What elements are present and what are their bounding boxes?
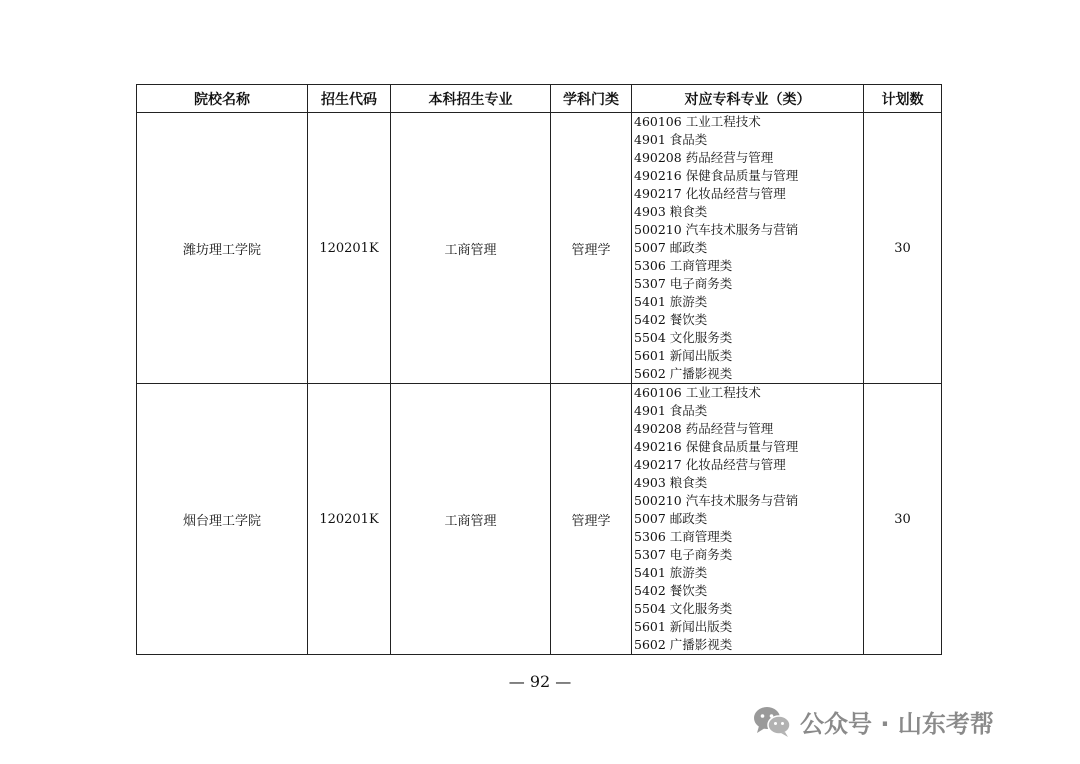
discipline-cell: 管理学: [551, 113, 632, 384]
header-vocational-majors: 对应专科专业（类）: [632, 85, 864, 113]
enroll-code-cell: 120201K: [308, 113, 391, 384]
vocational-major-item: 490217 化妆品经营与管理: [634, 186, 786, 201]
vocational-major-item: 490216 保健食品质量与管理: [634, 168, 799, 183]
vocational-major-item: 5401 旅游类: [634, 294, 708, 309]
vocational-major-item: 4901 食品类: [634, 132, 708, 147]
vocational-major-item: 5601 新闻出版类: [634, 619, 733, 634]
plan-count-cell: 30: [864, 384, 942, 655]
header-plan-count: 计划数: [864, 85, 942, 113]
watermark: [752, 701, 994, 741]
vocational-major-item: 5401 旅游类: [634, 565, 708, 580]
header-enroll-code: 招生代码: [308, 85, 391, 113]
vocational-major-item: 4901 食品类: [634, 403, 708, 418]
enroll-code-cell: 120201K: [308, 384, 391, 655]
table-row: [137, 384, 942, 655]
table-header-row: [137, 85, 942, 113]
vocational-major-item: 5402 餐饮类: [634, 583, 708, 598]
vocational-major-item: 5007 邮政类: [634, 511, 708, 526]
header-school-name: 院校名称: [137, 85, 308, 113]
vocational-major-item: 490216 保健食品质量与管理: [634, 439, 799, 454]
school-name-cell: 烟台理工学院: [137, 384, 308, 655]
school-name-cell: 潍坊理工学院: [137, 113, 308, 384]
vocational-major-item: 5602 广播影视类: [634, 366, 733, 381]
vocational-major-item: 5307 电子商务类: [634, 547, 733, 562]
vocational-major-item: 490217 化妆品经营与管理: [634, 457, 786, 472]
vocational-major-item: 460106 工业工程技术: [634, 114, 761, 129]
undergrad-major-cell: 工商管理: [391, 384, 551, 655]
vocational-major-item: 5504 文化服务类: [634, 601, 733, 616]
watermark-text: 公众号 · 山东考帮: [800, 709, 994, 738]
wechat-icon: [752, 704, 792, 738]
vocational-major-item: 5007 邮政类: [634, 240, 708, 255]
vocational-major-item: 5602 广播影视类: [634, 637, 733, 652]
vocational-majors-cell: [632, 384, 864, 655]
discipline-cell: 管理学: [551, 384, 632, 655]
vocational-major-item: 5306 工商管理类: [634, 529, 733, 544]
plan-count-cell: 30: [864, 113, 942, 384]
vocational-major-item: 5402 餐饮类: [634, 312, 708, 327]
page-number: — 92 —: [508, 672, 572, 691]
vocational-major-item: 500210 汽车技术服务与营销: [634, 222, 799, 237]
vocational-major-item: 5307 电子商务类: [634, 276, 733, 291]
vocational-majors-cell: [632, 113, 864, 384]
vocational-major-item: 4903 粮食类: [634, 475, 708, 490]
vocational-major-item: 460106 工业工程技术: [634, 385, 761, 400]
vocational-major-item: 490208 药品经营与管理: [634, 150, 774, 165]
vocational-major-item: 5504 文化服务类: [634, 330, 733, 345]
vocational-major-item: 5601 新闻出版类: [634, 348, 733, 363]
vocational-major-item: 5306 工商管理类: [634, 258, 733, 273]
undergrad-major-cell: 工商管理: [391, 113, 551, 384]
vocational-major-item: 500210 汽车技术服务与营销: [634, 493, 799, 508]
vocational-major-item: 4903 粮食类: [634, 204, 708, 219]
table-row: [137, 113, 942, 384]
header-undergrad-major: 本科招生专业: [391, 85, 551, 113]
vocational-major-item: 490208 药品经营与管理: [634, 421, 774, 436]
admissions-table: [136, 84, 942, 655]
header-discipline: 学科门类: [551, 85, 632, 113]
